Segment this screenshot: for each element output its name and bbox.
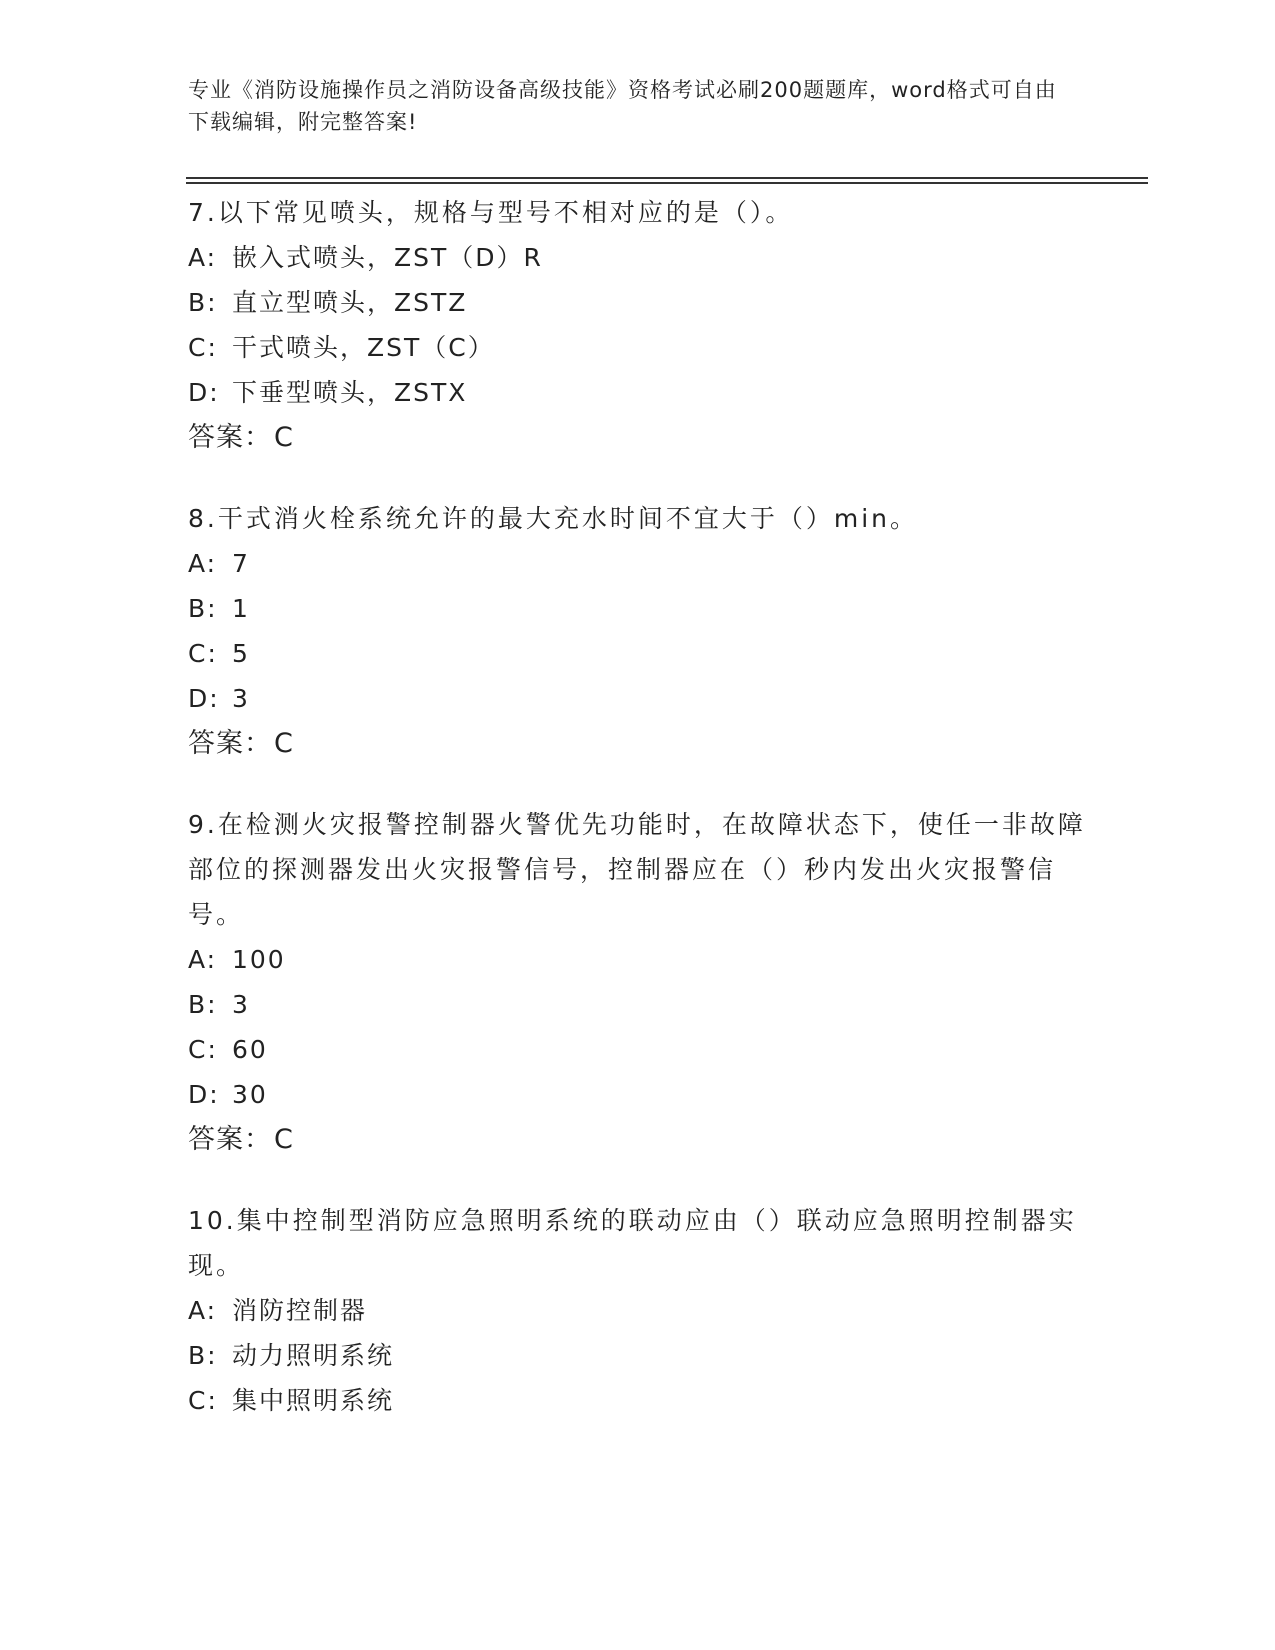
option-b <box>188 1333 1088 1378</box>
answer-value: C <box>274 1124 294 1155</box>
option-b <box>188 982 1088 1027</box>
option-letter: B: <box>188 594 218 623</box>
option-text: 100 <box>232 945 286 974</box>
option-text: 5 <box>232 639 250 668</box>
option-text: 1 <box>232 594 250 623</box>
option-text: 7 <box>232 549 250 578</box>
question-7 <box>188 190 1088 460</box>
option-letter: C: <box>188 1386 218 1415</box>
option-text: 干式喷头，ZST（C） <box>232 333 495 362</box>
option-text: 60 <box>232 1035 268 1064</box>
option-letter: B: <box>188 288 218 317</box>
option-c <box>188 325 1088 370</box>
option-b <box>188 586 1088 631</box>
option-text: 3 <box>232 684 250 713</box>
option-c <box>188 1027 1088 1072</box>
answer-value: C <box>274 422 294 453</box>
option-c <box>188 631 1088 676</box>
option-text: 3 <box>232 990 250 1019</box>
option-a <box>188 235 1088 280</box>
option-text: 消防控制器 <box>232 1296 368 1325</box>
answer-line <box>188 721 1088 766</box>
option-d <box>188 370 1088 415</box>
option-b <box>188 280 1088 325</box>
document-header: 专业《消防设施操作员之消防设备高级技能》资格考试必刷200题题库，word格式可自由下载编辑，附完整答案! <box>188 78 1057 134</box>
question-stem: 7.以下常见喷头，规格与型号不相对应的是（）。 <box>188 198 794 227</box>
option-a <box>188 1288 1088 1333</box>
answer-line <box>188 1117 1088 1162</box>
option-letter: C: <box>188 639 218 668</box>
option-text: 集中照明系统 <box>232 1386 395 1415</box>
option-letter: A: <box>188 549 218 578</box>
option-letter: C: <box>188 1035 218 1064</box>
option-a <box>188 937 1088 982</box>
option-letter: D: <box>188 1080 220 1109</box>
question-stem: 9.在检测火灾报警控制器火警优先功能时，在故障状态下，使任一非故障部位的探测器发出火灾报警信号，控制器应在（）秒内发出火灾报警信号。 <box>188 810 1086 929</box>
question-stem: 8.干式消火栓系统允许的最大充水时间不宜大于（）min。 <box>188 504 918 533</box>
answer-label: 答案： <box>188 422 272 453</box>
option-letter: D: <box>188 684 220 713</box>
answer-label: 答案： <box>188 728 272 759</box>
question-10 <box>188 1198 1088 1423</box>
option-c <box>188 1378 1088 1423</box>
question-stem: 10.集中控制型消防应急照明系统的联动应由（）联动应急照明控制器实现。 <box>188 1206 1077 1280</box>
answer-line <box>188 415 1088 460</box>
header-divider-bottom <box>186 182 1148 184</box>
question-list <box>188 190 1088 1459</box>
option-d <box>188 1072 1088 1117</box>
option-letter: B: <box>188 990 218 1019</box>
option-letter: A: <box>188 243 218 272</box>
option-letter: C: <box>188 333 218 362</box>
option-text: 30 <box>232 1080 268 1109</box>
option-text: 嵌入式喷头，ZST（D）R <box>232 243 543 272</box>
option-d <box>188 676 1088 721</box>
option-letter: A: <box>188 945 218 974</box>
answer-value: C <box>274 728 294 759</box>
question-8 <box>188 496 1088 766</box>
option-text: 直立型喷头，ZSTZ <box>232 288 468 317</box>
question-9 <box>188 802 1088 1162</box>
header-divider-top <box>186 177 1148 179</box>
option-letter: D: <box>188 378 220 407</box>
option-text: 下垂型喷头，ZSTX <box>232 378 468 407</box>
option-a <box>188 541 1088 586</box>
option-letter: A: <box>188 1296 218 1325</box>
answer-label: 答案： <box>188 1124 272 1155</box>
option-text: 动力照明系统 <box>232 1341 395 1370</box>
option-letter: B: <box>188 1341 218 1370</box>
